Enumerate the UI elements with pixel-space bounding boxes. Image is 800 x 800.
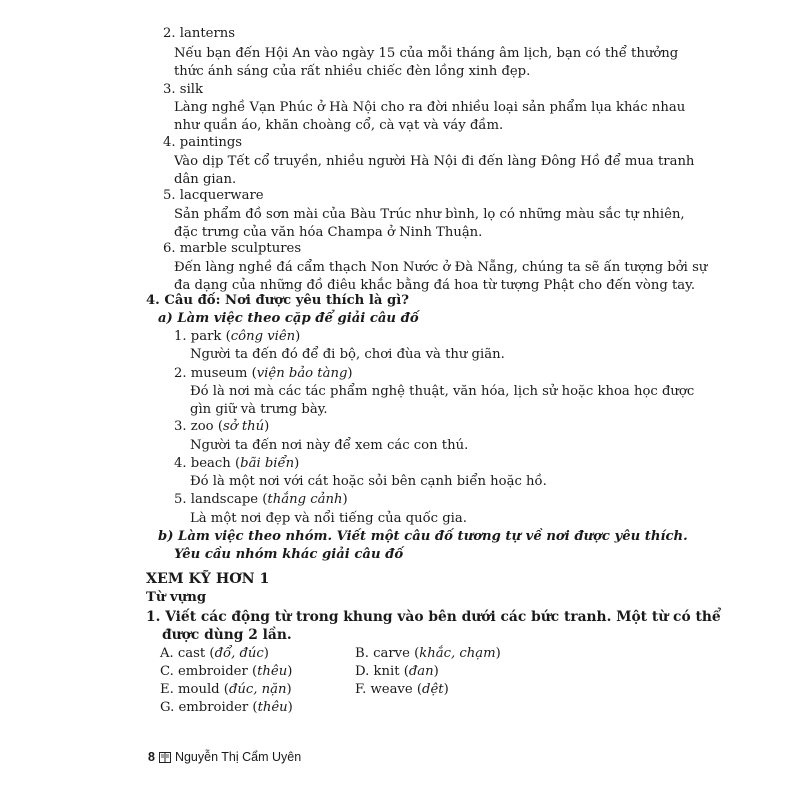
subheading: Từ vựng [146, 590, 207, 605]
option-item: C. embroider (thêu) [160, 664, 293, 679]
riddle-word: 5. landscape (thắng cảnh) [174, 492, 348, 507]
part-a-heading: a) Làm việc theo cặp để giải câu đố [158, 311, 419, 326]
exercise-instruction: 1. Viết các động từ trong khung vào bên dưới các bức tranh. Một từ có thể [146, 609, 721, 625]
vocab-item-word: 2. lanterns [163, 26, 236, 41]
vocab-item-sentence: đặc trưng của văn hóa Champa ở Ninh Thuận. [174, 225, 483, 240]
vocab-item-word: 3. silk [163, 82, 203, 97]
option-item: B. carve (khắc, chạm) [355, 646, 501, 661]
vocab-item-sentence: dân gian. [174, 172, 237, 187]
riddle-line: Là một nơi đẹp và nổi tiếng của quốc gia. [190, 511, 467, 526]
riddle-line: Người ta đến nơi này để xem các con thú. [190, 438, 469, 453]
vocab-item-sentence: Đến làng nghề đá cẩm thạch Non Nước ở Đà Nẵng, chúng ta sẽ ấn tượng bởi sự [174, 260, 708, 275]
option-item: E. mould (đúc, nặn) [160, 682, 292, 697]
exercise-instruction: được dùng 2 lần. [162, 627, 292, 643]
option-item: A. cast (đổ, đúc) [160, 646, 269, 661]
riddle-word: 3. zoo (sở thú) [174, 419, 270, 434]
book-icon [159, 752, 171, 763]
vocab-item-sentence: thức ánh sáng của rất nhiều chiếc đèn lồng xinh đẹp. [174, 64, 531, 79]
option-item: D. knit (đan) [355, 664, 439, 679]
vocab-item-sentence: Làng nghề Vạn Phúc ở Hà Nội cho ra đời nhiều loại sản phẩm lụa khác nhau [174, 100, 686, 115]
page-footer [148, 750, 301, 764]
part-b-heading: Yêu cầu nhóm khác giải câu đố [174, 547, 404, 562]
part-b-heading: b) Làm việc theo nhóm. Viết một câu đố tương tự về nơi được yêu thích. [158, 529, 688, 544]
riddle-word: 4. beach (bãi biển) [174, 456, 300, 471]
vocab-item-word: 4. paintings [163, 135, 243, 150]
vocab-item-sentence: như quần áo, khăn choàng cổ, cà vạt và váy đầm. [174, 118, 504, 133]
riddle-line: Người ta đến đó để đi bộ, chơi đùa và thư giãn. [190, 347, 505, 362]
riddle-word: 1. park (công viên) [174, 329, 301, 344]
option-item: G. embroider (thêu) [160, 700, 293, 715]
author-name: Nguyễn Thị Cẩm Uyên [174, 750, 302, 764]
vocab-item-word: 6. marble sculptures [163, 241, 302, 256]
riddle-line: gìn giữ và trưng bày. [190, 402, 328, 417]
riddle-line: Đó là nơi mà các tác phẩm nghệ thuật, văn hóa, lịch sử hoặc khoa học được [190, 384, 695, 399]
vocab-item-sentence: Sản phẩm đồ sơn mài của Bàu Trúc như bình, lọ có những màu sắc tự nhiên, [174, 207, 685, 222]
vocab-item-word: 5. lacquerware [163, 188, 264, 203]
option-item: F. weave (dệt) [355, 682, 449, 697]
riddle-line: Đó là một nơi với cát hoặc sỏi bên cạnh biển hoặc hồ. [190, 474, 547, 489]
section-heading: XEM KỸ HƠN 1 [146, 571, 270, 587]
section-title: 4. Câu đố: Nơi được yêu thích là gì? [146, 293, 409, 308]
riddle-word: 2. museum (viện bảo tàng) [174, 366, 353, 381]
vocab-item-sentence: đa dạng của những đồ điêu khắc bằng đá hoa từ tượng Phật cho đến vòng tay. [174, 278, 696, 293]
vocab-item-sentence: Nếu bạn đến Hội An vào ngày 15 của mỗi tháng âm lịch, bạn có thể thưởng [174, 46, 679, 61]
vocab-item-sentence: Vào dịp Tết cổ truyền, nhiều người Hà Nội đi đến làng Đông Hồ để mua tranh [174, 154, 695, 169]
page-number: 8 [148, 750, 155, 764]
